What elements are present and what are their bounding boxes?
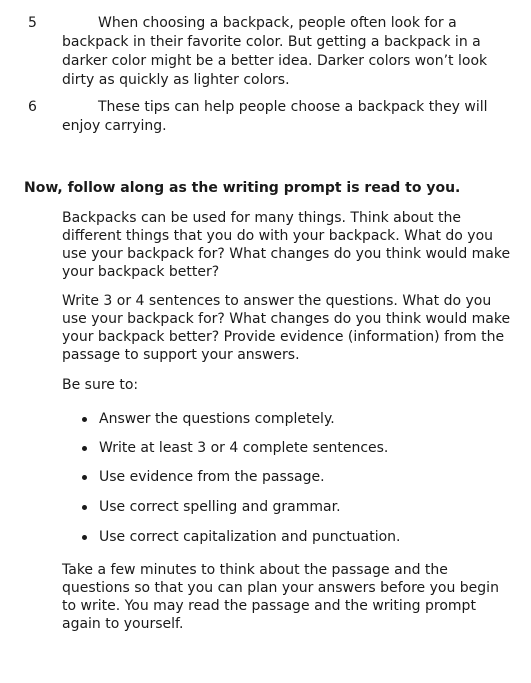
paragraph-text: These tips can help people choose a backpack they will enjoy carrying. xyxy=(62,99,488,134)
passage-paragraph-6 xyxy=(0,98,531,138)
bullet-icon xyxy=(82,505,87,510)
prompt-closing: Take a few minutes to think about the passage and the questions so that you can plan your answers before you begin to write. You may read the passage and the writing prompt again to yourself. xyxy=(62,562,499,632)
bullet-icon xyxy=(82,417,87,422)
writing-prompt-heading: Now, follow along as the writing prompt is read to you. xyxy=(24,180,461,196)
passage-paragraph-5 xyxy=(0,14,531,90)
prompt-task: Write 3 or 4 sentences to answer the questions. What do you use your backpack for? What changes do you think would make your backpack better? Provide evidence (information) from the passage to support your answers. xyxy=(62,293,511,363)
bullet-icon xyxy=(82,475,87,480)
bullet-icon xyxy=(82,535,87,540)
paragraph-number: 6 xyxy=(28,99,37,115)
prompt-intro: Backpacks can be used for many things. Think about the different things that you do with your backpack. What do you use your backpack for? What changes do you think would make your backpack better? xyxy=(62,210,511,280)
be-sure-label: Be sure to: xyxy=(62,377,139,393)
paragraph-number: 5 xyxy=(28,15,37,31)
bullet-icon xyxy=(82,446,87,451)
paragraph-text: When choosing a backpack, people often look for a backpack in their favorite color. But getting a backpack in a darker color might be a better idea. Darker colors won’t look dirty as quickly as lighter colors. xyxy=(62,15,488,88)
checklist: Answer the questions completely. Write at least 3 or 4 complete sentences. Use evidence from the passage. Use correct spelling and grammar. Use correct capitalization and punctuation. xyxy=(62,410,512,540)
